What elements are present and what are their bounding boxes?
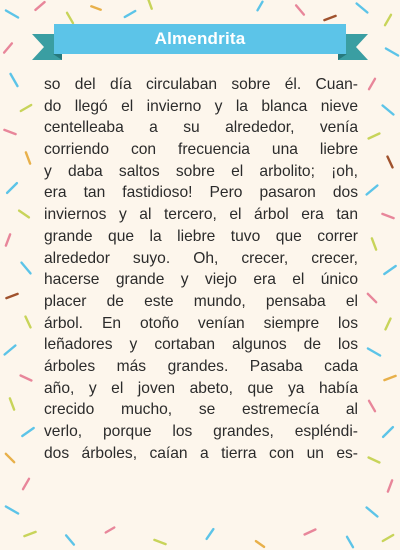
- confetti-piece: [6, 11, 18, 18]
- story-line: dos árboles, caían a tierra con un es-: [44, 444, 358, 462]
- confetti-piece: [386, 319, 391, 330]
- confetti-piece: [383, 535, 393, 541]
- confetti-piece: [11, 74, 18, 86]
- confetti-piece: [66, 535, 74, 544]
- story-line: crecido mucho, se estremecía al: [44, 401, 358, 419]
- confetti-piece: [369, 79, 375, 89]
- confetti-piece: [357, 4, 368, 13]
- confetti-piece: [23, 479, 29, 489]
- confetti-piece: [26, 152, 30, 163]
- confetti-piece: [5, 346, 16, 355]
- confetti-piece: [154, 540, 165, 544]
- confetti-piece: [367, 508, 378, 517]
- confetti-piece: [6, 294, 17, 298]
- confetti-piece: [19, 211, 29, 218]
- confetti-piece: [384, 266, 395, 274]
- story-line: inviernos y al tercero, el árbol era tan: [44, 206, 358, 224]
- confetti-piece: [369, 401, 375, 411]
- confetti-piece: [26, 317, 31, 328]
- confetti-piece: [347, 537, 353, 547]
- title-banner: [30, 22, 370, 60]
- confetti-piece: [4, 43, 12, 52]
- story-line: centelleaba a su alrededor, venía: [44, 119, 358, 137]
- confetti-piece: [384, 376, 395, 380]
- confetti-piece: [6, 234, 10, 245]
- confetti-piece: [383, 427, 393, 437]
- confetti-piece: [6, 454, 14, 462]
- confetti-piece: [207, 529, 214, 539]
- confetti-piece: [4, 130, 15, 134]
- confetti-piece: [388, 157, 393, 168]
- confetti-piece: [7, 183, 17, 193]
- story-line: era tan fastidioso! Pero pasaron dos: [44, 184, 358, 202]
- story-line: hacerse grande y viejo era el único: [44, 271, 358, 289]
- confetti-piece: [296, 5, 304, 14]
- confetti-piece: [369, 458, 380, 463]
- story-line: so del día circulaban sobre él. Cuan-: [44, 76, 358, 93]
- confetti-piece: [386, 49, 398, 56]
- story-line: do llegó el invierno y la blanca nieve: [44, 97, 358, 115]
- confetti-piece: [305, 530, 316, 535]
- confetti-piece: [369, 134, 380, 139]
- story-line: año, y el joven abeto, que ya había: [44, 379, 358, 397]
- story-line: y daba saltos sobre el arbolito; ¡oh,: [44, 162, 358, 180]
- story-line: árbol. En otoño venían siempre los: [44, 314, 358, 332]
- confetti-piece: [21, 376, 32, 381]
- confetti-piece: [91, 6, 100, 9]
- confetti-piece: [367, 186, 378, 195]
- story-line: corriendo con frecuencia una liebre: [44, 141, 358, 159]
- story-text: [44, 74, 358, 464]
- confetti-piece: [24, 532, 35, 536]
- confetti-piece: [388, 480, 392, 491]
- confetti-piece: [22, 428, 33, 436]
- confetti-piece: [10, 398, 14, 409]
- confetti-piece: [383, 106, 394, 115]
- confetti-piece: [6, 507, 18, 514]
- confetti-piece: [368, 349, 380, 356]
- confetti-piece: [372, 238, 376, 249]
- confetti-piece: [256, 541, 264, 547]
- confetti-piece: [258, 2, 263, 11]
- confetti-piece: [21, 105, 31, 111]
- confetti-piece: [385, 15, 391, 25]
- confetti-piece: [324, 16, 335, 20]
- confetti-piece: [148, 0, 151, 9]
- story-line: grande que la liebre tuvo que correr: [44, 227, 358, 245]
- ribbon-fold-right: [338, 54, 347, 60]
- confetti-piece: [368, 294, 376, 302]
- ribbon-fold-left: [53, 54, 62, 60]
- story-line: verlo, porque los grandes, espléndi-: [44, 423, 358, 440]
- story-line: leñadores y cortaban algunos de los: [44, 336, 358, 354]
- page-title: Almendrita: [154, 29, 246, 48]
- story-line: árboles más grandes. Pasaba cada: [44, 357, 358, 375]
- confetti-piece: [35, 2, 44, 10]
- confetti-piece: [106, 528, 115, 533]
- confetti-piece: [125, 11, 135, 17]
- story-line: placer de este mundo, pensaba el: [44, 292, 358, 310]
- ribbon: [54, 24, 346, 54]
- confetti-piece: [382, 214, 393, 218]
- confetti-piece: [22, 263, 31, 274]
- story-line: alrededor suyo. Oh, crecer, crecer,: [44, 249, 358, 267]
